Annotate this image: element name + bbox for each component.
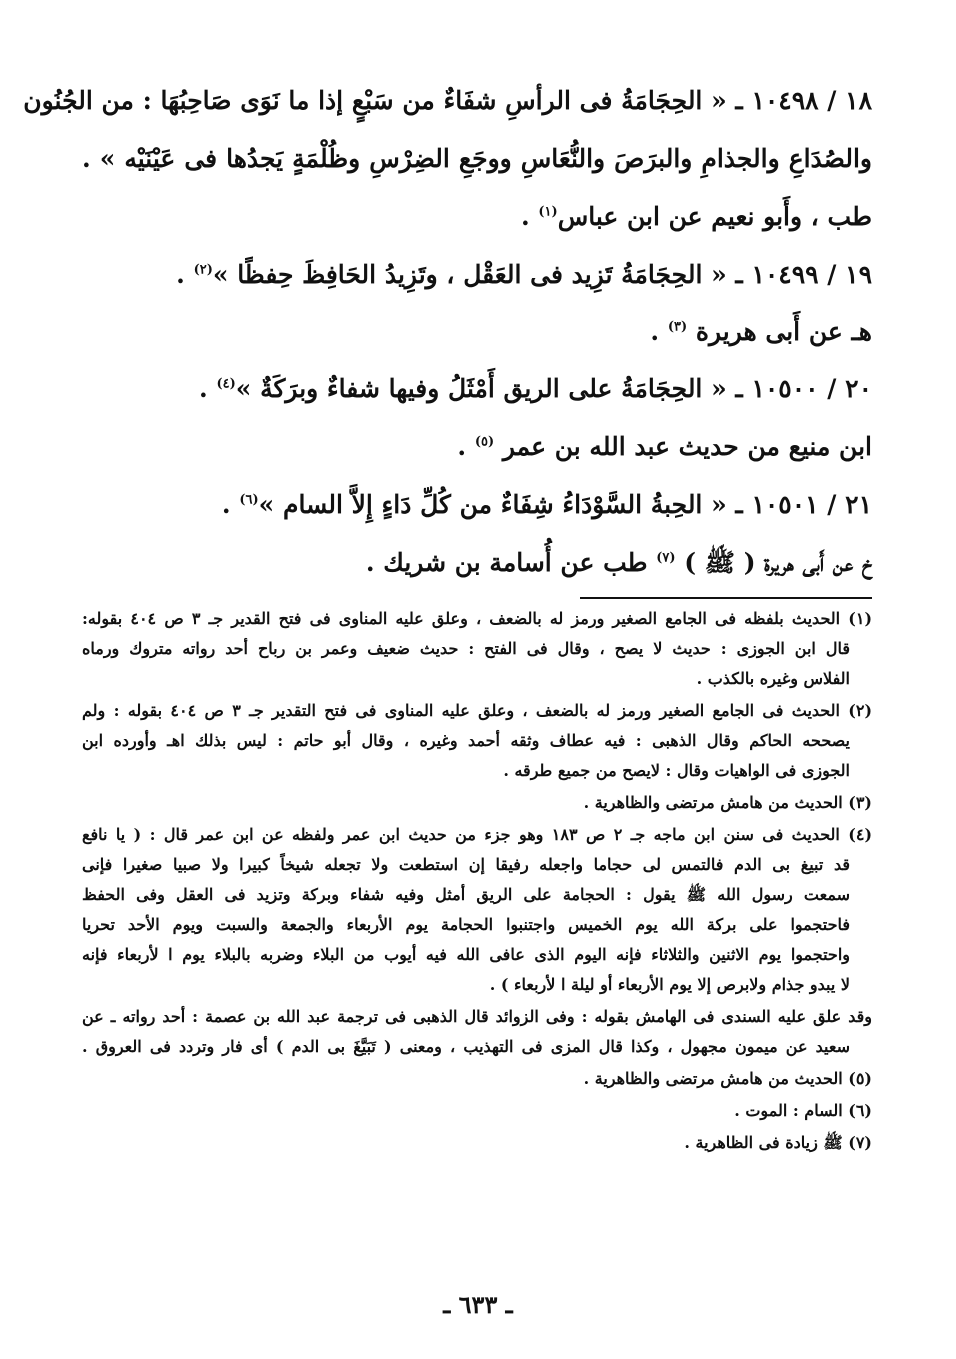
line-tail: . <box>221 490 231 519</box>
footnote-line: لا يبدو جذام ولابرص إلا يوم الأربعاء أو ليلة ا لأربعاء ) . <box>489 975 850 994</box>
hadith-19-source <box>650 315 872 349</box>
source-text: خ عن أَبى هريرة ( ﷺ ) <box>684 548 872 577</box>
footnote-ref: (١) <box>538 204 558 220</box>
footnote-line: (٣) الحديث من هامش مرتضى والظاهرية . <box>583 793 872 812</box>
footnote-line: فاحتجموا على بركة الله يوم الخميس واجتنبوا الحجامة يوم الأربعاء والجمعة والسبت ويوم الأحد تحريا <box>82 915 850 934</box>
footnote-ref: (٢) <box>193 262 213 278</box>
footnote-line: الجوزى فى الواهيات وقال : لايصح من جميع طرقه . <box>503 761 850 780</box>
hadith-19-line <box>176 258 872 292</box>
hadith-text-line: ٢٠ / ١٠٥٠٠ ـ « الحِجَامَةُ على الريق أَمْثَلُ وفيها شفاءٌ وبرَكَةٌ » <box>235 374 872 403</box>
footnote-line: الفلاس وغيره بالكذب . <box>696 669 850 688</box>
footnote-line: (٤) الحديث فى سنن ابن ماجه جـ ٢ ص ١٨٣ وهو جزء من حديث ابن عمر ولفظه عن ابن عمر قال : ( يا نافع <box>82 825 873 844</box>
page-number: ـ ٦٣٣ ـ <box>443 1290 513 1319</box>
footnote-line: قد تبيغ بى الدم فالتمس لى حجاما واجعله رفيقا إن استطعت ولا تجعله شيخاً كبيرا ولا صبيا صغيرا فإنى <box>82 855 850 874</box>
hadith-18-line-2: والصُدَاعِ والجذامِ والبرَصَ والنُّعَاسِ ووجَعِ الضِرْسِ وظُلْمَةٍ يَجدُها فى عَيْنَيْه » . <box>82 144 872 173</box>
footnote-ref: (٦) <box>239 492 259 508</box>
footnote-ref: (٧) <box>656 550 676 566</box>
hadith-18-source <box>521 200 872 234</box>
footnote-line: سمعت رسول الله ﷺ يقول : الحجامة على الريق أمثل وفيه شفاء وبركة وتزيد فى العقل وفى الحفظ <box>82 885 850 904</box>
source-text: هـ عن أَبى هريرة <box>695 317 872 346</box>
footnote-line: (٥) الحديث من هامش مرتضى والظاهرية . <box>583 1069 872 1088</box>
footnote-line: واحتجموا يوم الاثنين والثلاثاء فإنه اليوم الذى عافى الله فيه أيوب من البلاء وضربه بالبلاء يوم ا لأربعاء فإنه <box>82 945 850 964</box>
footnote-line: (٢) الحديث فى الجامع الصغير ورمز له بالضعف ، وعلق عليه المناوى فى فتح التقدير جـ ٣ ص ٤٠٤ بقوله : ولم <box>82 701 873 720</box>
hadith-21-source <box>366 546 872 580</box>
source-tail: . <box>457 432 467 461</box>
hadith-text-line: ٢١ / ١٠٥٠١ ـ « الحِبةُ السَّوْدَاءُ شِفَاءٌ من كُلِّ دَاءٍ إِلاَّ السام » <box>258 490 872 519</box>
hadith-text-line: ١٩ / ١٠٤٩٩ ـ « الحِجَامَةُ تَزِيد فى العَقْل ، وتَزِيدُ الحَافِظَ حِفظًا » <box>212 260 872 289</box>
line-tail: . <box>176 260 185 289</box>
source-tail: طب عن أُسامة بن شريك . <box>365 548 648 577</box>
hadith-20-source <box>457 430 872 464</box>
footnote-line: سعيد عن ميمون مجهول ، وكذا قال المزى فى التهذيب ، ومعنى ( تَبَيَّغَ بى الدم ) أى فار وتردد فى العروق . <box>82 1037 850 1056</box>
hadith-21-line <box>222 488 872 522</box>
source-tail: . <box>520 202 530 231</box>
source-tail: . <box>650 317 660 346</box>
footnote-line: (٧) ﷺ زيادة فى الظاهرية . <box>684 1133 872 1152</box>
footnote-ref: (٣) <box>667 319 688 335</box>
hadith-18-line-1: ١٨ / ١٠٤٩٨ ـ « الحِجَامَةُ فى الرأسِ شفَاءٌ من سَبْعٍ إذا ما نَوَى صَاحِبُهَا : من الجُنُون <box>23 86 872 115</box>
footnote-line: يصححه الحاكم وقال الذهبى : فيه عطاف وثقه أحمد وغيره ، وقال أبو حاتم : ليس بذلك اهـ وأورده ابن <box>82 731 850 750</box>
footnote-divider <box>580 597 872 599</box>
footnote-line: وقد علق عليه السندى فى الهامش بقوله : وفى الزوائد قال الذهبى فى ترجمة عبد الله بن عصمة : أحد رواته ـ عن <box>82 1007 872 1026</box>
hadith-20-line <box>199 372 872 406</box>
footnote-ref: (٤) <box>216 376 236 392</box>
footnote-line: (١) الحديث بلفظه فى الجامع الصغير ورمز له بالضعف ، وعلق عليه المناوى فى فتح القدير جـ ٣ ص ٤٠٤ بقوله: <box>82 609 873 628</box>
footnote-ref: (٥) <box>474 434 495 450</box>
footnote-line: (٦) السام : الموت . <box>734 1101 872 1120</box>
source-text: ابن منيع من حديث عبد الله بن عمر <box>502 432 872 461</box>
footnote-line: قال ابن الجوزى : حديث لا يصح ، وقال فى الفتح : حديث ضعيف وعمر بن رباح أحد رواته متروك ورماه <box>82 639 850 658</box>
source-text: طب ، وأَبو نعيم عن ابن عباس <box>557 202 872 231</box>
line-tail: . <box>199 374 208 403</box>
